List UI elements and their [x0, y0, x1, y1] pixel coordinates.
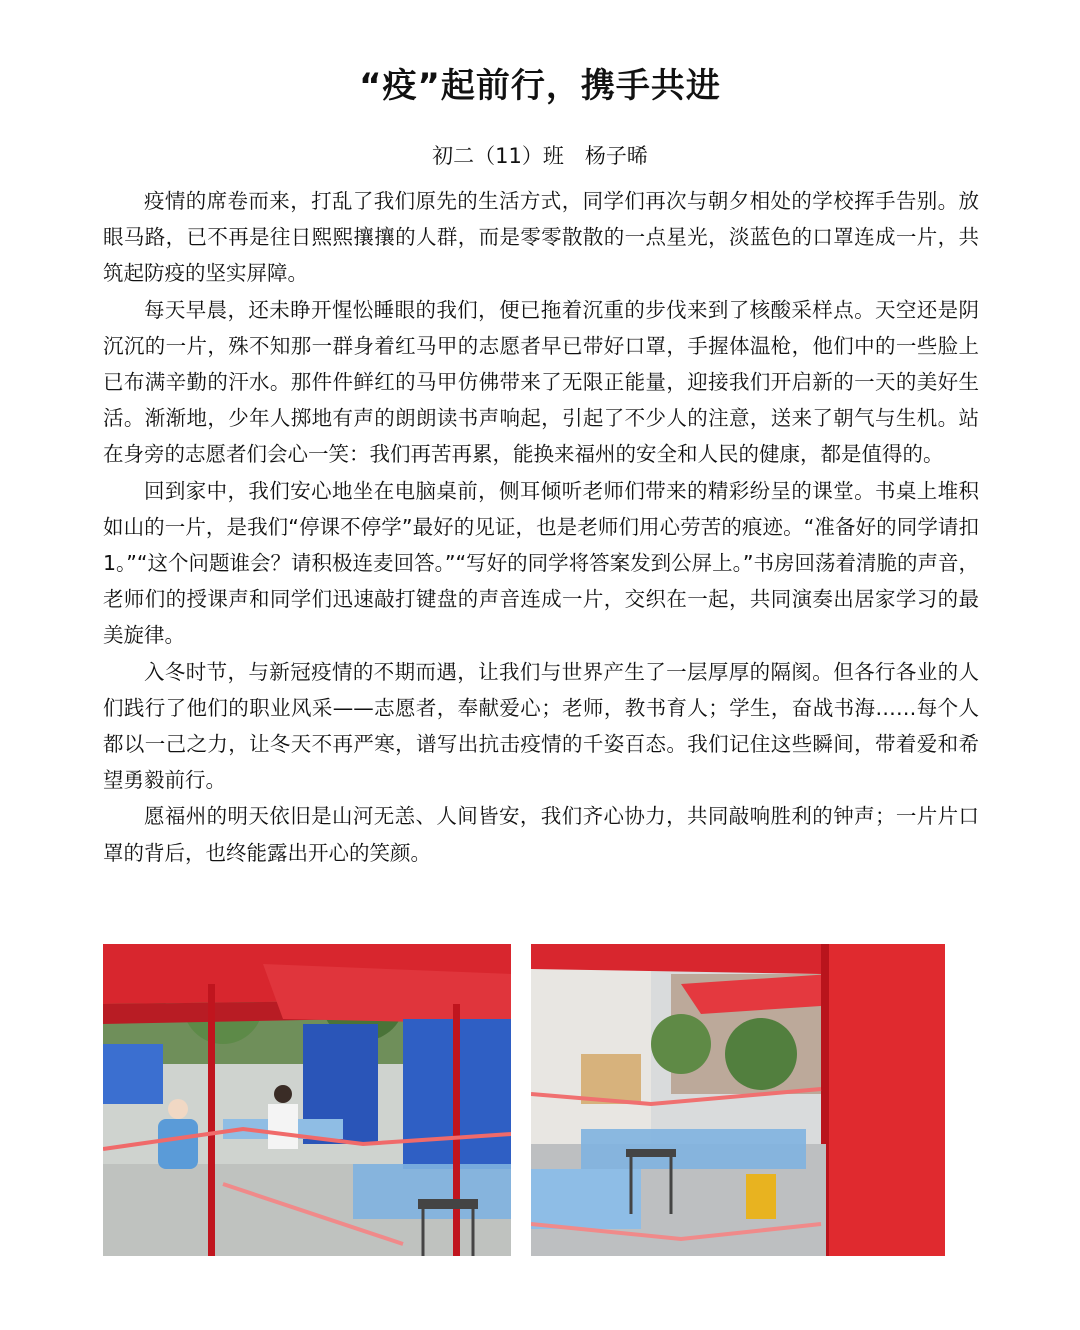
article-byline: 初二（11）班 杨子晞: [432, 144, 648, 168]
photo-testing-site-left: [103, 944, 511, 1256]
article-title: “疫”起前行，携手共进: [359, 66, 721, 106]
paragraph: 入冬时节，与新冠疫情的不期而遇，让我们与世界产生了一层厚厚的隔阂。但各行各业的人们践行了他们的职业风采——志愿者，奉献爱心；老师，教书育人；学生，奋战书海……每个人都以一己之力，让冬天不再严寒，谱写出抗击疫情的千姿百态。我们记住这些瞬间，带着爱和希望勇毅前行。: [103, 659, 979, 793]
paragraph: 疫情的席卷而来，打乱了我们原先的生活方式，同学们再次与朝夕相处的学校挥手告别。放眼马路，已不再是往日熙熙攘攘的人群，而是零零散散的一点星光，淡蓝色的口罩连成一片，共筑起防疫的坚实屏障。: [103, 189, 979, 286]
paragraph: 愿福州的明天依旧是山河无恙、人间皆安，我们齐心协力，共同敲响胜利的钟声；一片片口罩的背后，也终能露出开心的笑颜。: [103, 804, 979, 865]
testing-site-illustration: [103, 944, 511, 1256]
photo-testing-site-right: [531, 944, 945, 1256]
testing-site-illustration: [531, 944, 945, 1256]
paragraph: 回到家中，我们安心地坐在电脑桌前，侧耳倾听老师们带来的精彩纷呈的课堂。书桌上堆积如山的一片，是我们“停课不停学”最好的见证，也是老师们用心劳苦的痕迹。“准备好的同学请扣 1。”“这个问题谁会？请积极连麦回答。”“写好的同学将答案发到公屏上。”书房回荡着清脆的声音，老师们的授课声和同学们迅速敲打键盘的声音连成一片，交织在一起，共同演奏出居家学习的最美旋律。: [103, 478, 979, 648]
article-body: [103, 183, 979, 871]
paragraph: 每天早晨，还未睁开惺忪睡眼的我们，便已拖着沉重的步伐来到了核酸采样点。天空还是阴沉沉的一片，殊不知那一群身着红马甲的志愿者早已带好口罩，手握体温枪，他们中的一些脸上已布满辛勤的汗水。那件件鲜红的马甲仿佛带来了无限正能量，迎接我们开启新的一天的美好生活。渐渐地，少年人掷地有声的朗朗读书声响起，引起了不少人的注意，送来了朝气与生机。站在身旁的志愿者们会心一笑：我们再苦再累，能换来福州的安全和人民的健康，都是值得的。: [103, 297, 979, 467]
